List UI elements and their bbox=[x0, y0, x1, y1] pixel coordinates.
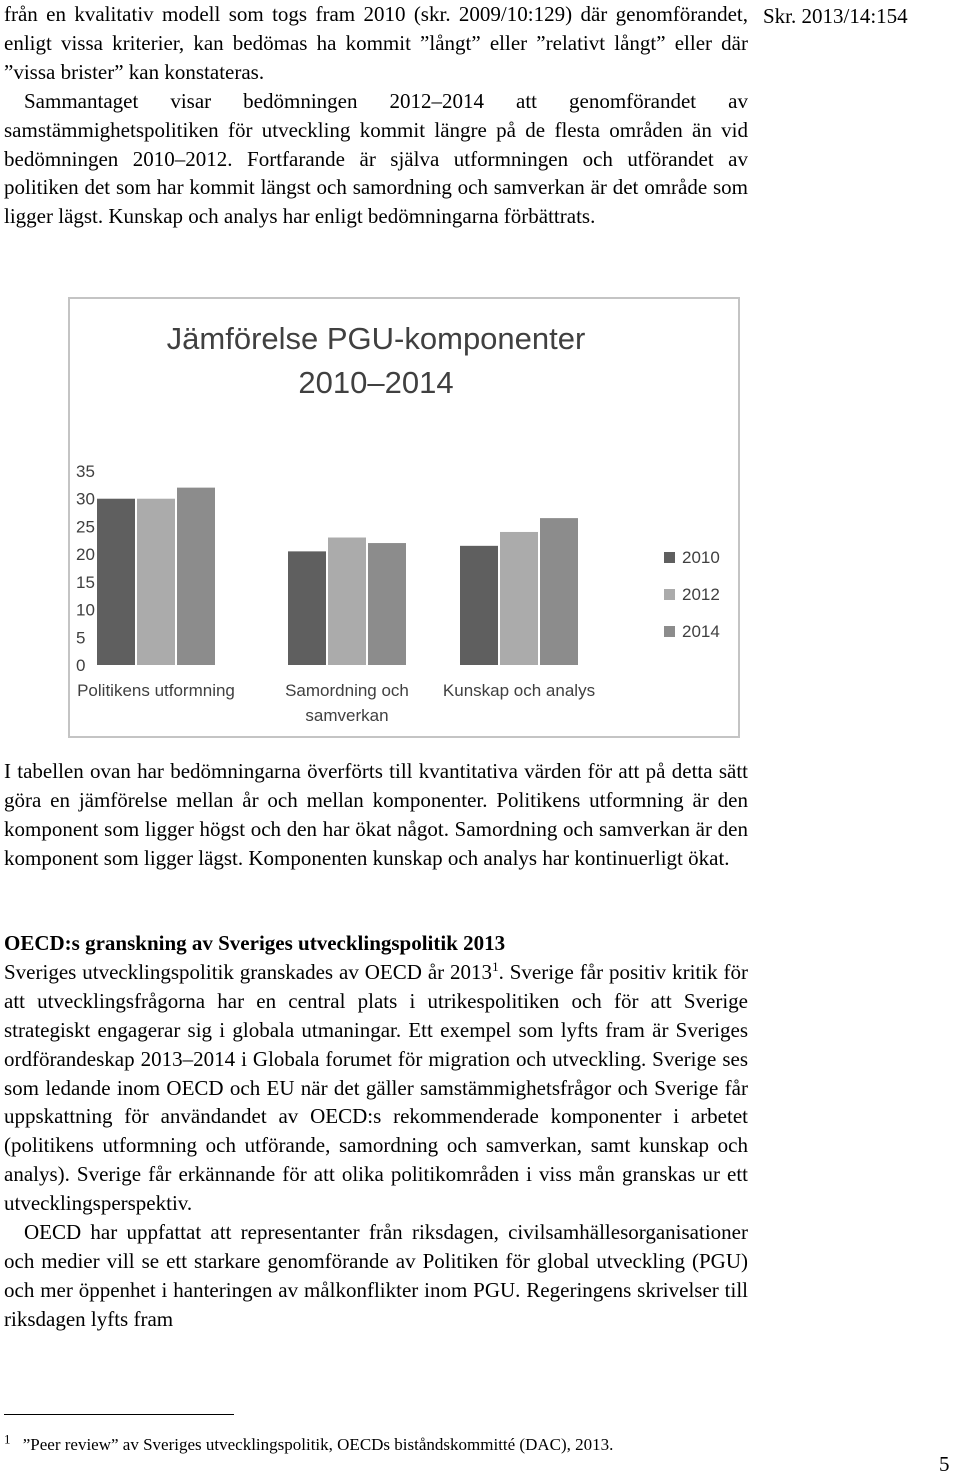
analysis-section bbox=[4, 757, 748, 873]
legend-label-2012: 2012 bbox=[682, 585, 720, 604]
bar-2012-1 bbox=[328, 538, 366, 665]
footnote-divider bbox=[4, 1414, 234, 1415]
analysis-paragraph: I tabellen ovan har bedömningarna överförts till kvantitativa värden för att på detta sätt göra en jämförelse mellan år och mellan komponenter. Politikens utformning är den komponent som ligger högst och den har ökat något. Samordning och samverkan är den komponent som ligger lägst. Komponenten kunskap och analys har kontinuerligt ökat. bbox=[4, 759, 748, 870]
bar-2012-2 bbox=[500, 532, 538, 665]
footnote bbox=[4, 1431, 614, 1456]
intro-section bbox=[4, 0, 748, 231]
bar-2012-0 bbox=[137, 499, 175, 665]
x-category-label: Samordning och bbox=[285, 681, 409, 700]
oecd-section bbox=[4, 929, 748, 1334]
bar-2014-0 bbox=[177, 488, 215, 665]
y-tick-label: 30 bbox=[76, 489, 95, 509]
legend-label-2014: 2014 bbox=[682, 622, 720, 641]
legend-swatch-2010 bbox=[664, 552, 675, 563]
oecd-paragraph-1 bbox=[4, 958, 748, 1218]
footnote-ref: 1 bbox=[492, 958, 499, 974]
y-tick-label: 35 bbox=[76, 462, 95, 481]
y-tick-label: 15 bbox=[76, 572, 95, 592]
y-tick-label: 25 bbox=[76, 517, 95, 537]
bar-chart-frame bbox=[68, 297, 740, 738]
x-category-label: Politikens utformning bbox=[77, 681, 235, 700]
document-reference: Skr. 2013/14:154 bbox=[763, 4, 908, 28]
bar-chart bbox=[70, 299, 738, 736]
footnote-number: 1 bbox=[4, 1431, 11, 1447]
y-tick-label: 20 bbox=[76, 545, 95, 565]
x-category-label: Kunskap och analys bbox=[442, 681, 596, 700]
chart-title-line-2: 2010–2014 bbox=[298, 365, 454, 400]
intro-paragraph-2: Sammantaget visar bedömningen 2012–2014 att genomförandet av samstämmighetspolitiken för utveckling kommit längre på de flesta områden än vid bedömningen 2010–2012. Fortfarande är själva utformningen och utförandet av politiken det som har kommit längst och samordning och samverkan är det område som ligger lägst. Kunskap och analys har enligt bedömningarna förbättrats. bbox=[4, 88, 748, 229]
oecd-paragraph-1-start: Sveriges utvecklingspolitik granskades av OECD år 2013 bbox=[4, 959, 493, 984]
intro-paragraph-1: från en kvalitativ modell som togs fram 2010 (skr. 2009/10:129) där genomförandet, enligt vissa kriterier, kan bedömas ha kommit ”långt” eller ”relativt långt” eller där ”vissa brister” kan konstateras. bbox=[4, 2, 748, 84]
legend-swatch-2012 bbox=[664, 589, 675, 600]
x-category-label: samverkan bbox=[305, 706, 389, 725]
bar-2014-2 bbox=[540, 518, 578, 665]
page-number: 5 bbox=[939, 1452, 950, 1476]
y-tick-label: 0 bbox=[76, 656, 86, 675]
y-tick-label: 10 bbox=[76, 600, 95, 620]
chart-title-line-1: Jämförelse PGU-komponenter bbox=[166, 321, 586, 356]
oecd-paragraph-2: OECD har uppfattat att representanter från riksdagen, civilsamhällesorganisationer och medier vill se ett starkare genomförande av Politiken för global utveckling (PGU) och mer öppenhet i hanteringen av målkonflikter inom PGU. Regeringens skrivelser till riksdagen lyfts fram bbox=[4, 1220, 748, 1331]
bar-2010-2 bbox=[460, 546, 498, 665]
bar-2010-1 bbox=[288, 551, 326, 665]
y-tick-label: 5 bbox=[76, 628, 86, 648]
legend-label-2010: 2010 bbox=[682, 548, 720, 567]
footnote-text: ”Peer review” av Sveriges utvecklingspolitik, OECDs biståndskommitté (DAC), 2013. bbox=[22, 1435, 614, 1454]
bar-2010-0 bbox=[97, 499, 135, 665]
legend-swatch-2014 bbox=[664, 626, 675, 637]
oecd-paragraph-1-rest: . Sverige får positiv kritik för att utvecklingsfrågorna har en central plats i utrikespolitiken och för att Sverige strategiskt engagerar sig i globala utmaningar. Ett exempel som lyfts fram är Sveriges ordförandeskap 2013–2014 i Globala forumet för migration och utveckling. Sverige ses som ledande inom OECD och EU när det gäller samstämmighetsfrågor och Sverige får uppskattning för användandet av OECD:s rekommenderade komponenter i arbetet (politikens utformning och utförande, samordning och samverkan, samt kunskap och analys). Sverige får erkännande för att olika politikområden i viss mån granskas ur ett utvecklingsperspektiv. bbox=[4, 959, 748, 1216]
section-heading: OECD:s granskning av Sveriges utvecklingspolitik 2013 bbox=[4, 931, 506, 955]
bar-2014-1 bbox=[368, 543, 406, 665]
